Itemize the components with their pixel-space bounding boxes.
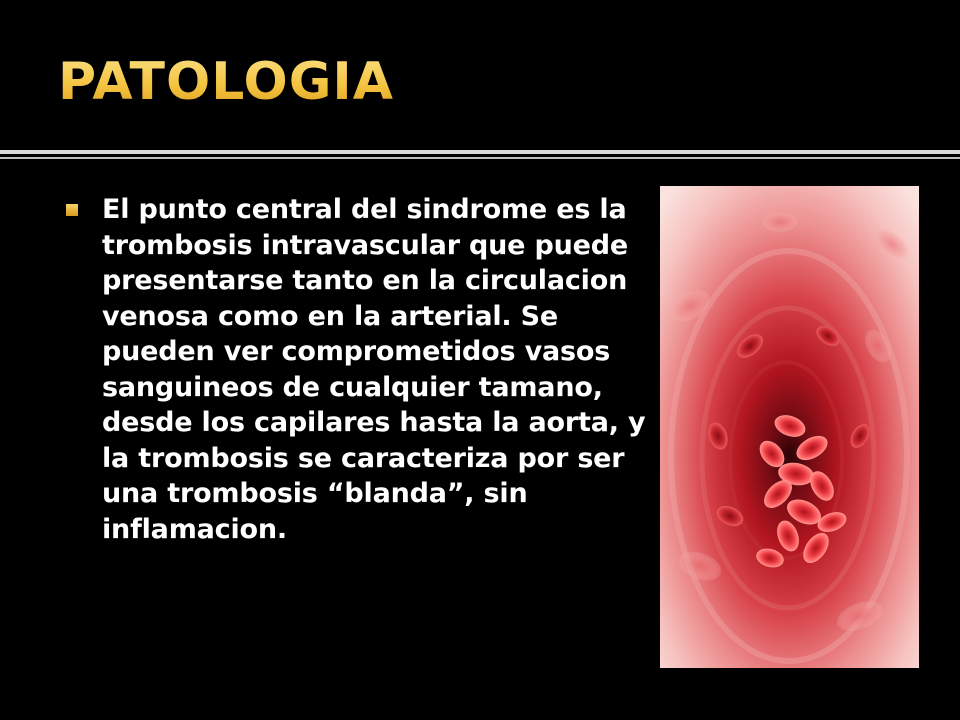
title-bar bbox=[0, 0, 960, 150]
title-divider bbox=[0, 150, 960, 154]
square-bullet-icon bbox=[66, 204, 78, 216]
title-divider-thin bbox=[0, 157, 960, 159]
bullet-text: El punto central del sindrome es la trombosis intravascular que puede presentarse tanto en la circulacion venosa como en la arterial. Se pueden ver comprometidos vasos sanguineos de cualquier tamano, desde los capilares hasta la aorta, y la trombosis se caracteriza por ser una trombosis “blanda”, sin inflamacion. bbox=[102, 194, 646, 545]
slide-title: PATOLOGIA bbox=[58, 52, 394, 112]
bullet-item bbox=[66, 192, 648, 547]
blood-vessel-image bbox=[660, 186, 919, 668]
